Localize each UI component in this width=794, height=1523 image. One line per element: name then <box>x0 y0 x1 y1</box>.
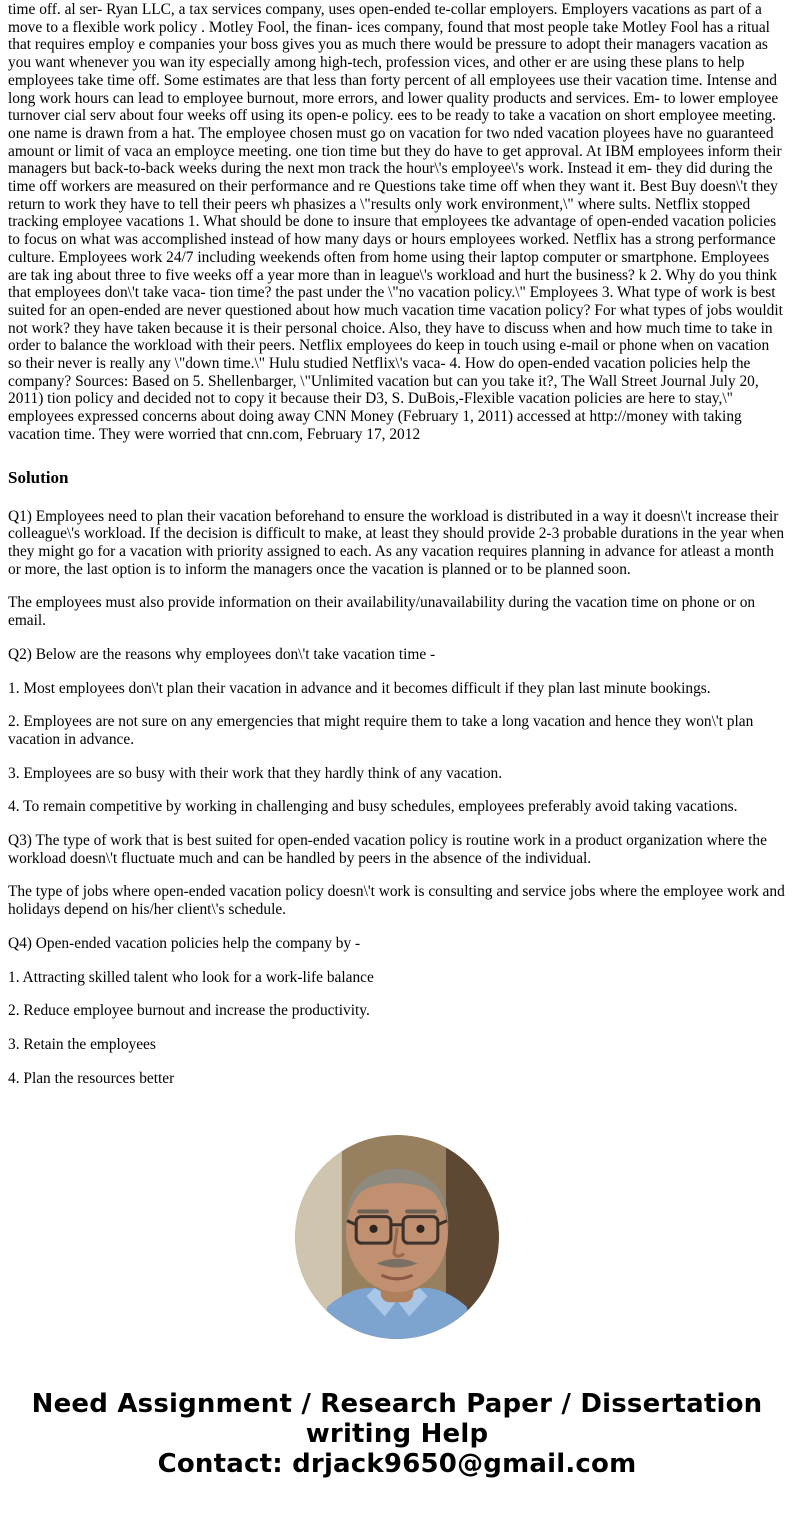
q2-reason-1: 1. Most employees don\'t plan their vacation in advance and it becomes difficult if they plan last minute bookings. <box>8 679 711 697</box>
person-photo-icon <box>295 1135 499 1339</box>
case-study-text: time off. al ser- Ryan LLC, a tax services company, uses open-ended te-collar employers. Employers vacations as part of a move to a flexible work policy . Motley Fool, the finan- ices company, found that most people take Motley Fool has a ritual that requires employ e companies your boss gives you as much there would be pressure to adopt their managers vacation as you want whenever you wan ity especially among high-tech, profession vices, and other er are using these plans to help employees take time off. Some estimates are that less than forty percent of all employees use their vacation time. Intense and long work hours can lead to employee burnout, more errors, and lower quality products and services. Em- to lower employee turnover cial serv about four weeks off using its open-e policy. ees to be ready to take a vacation on short employee meeting. one name is drawn from a hat. The employee chosen must go on vacation for two nded vacation ployees have no guaranteed amount or limit of vaca an employce meeting. one tion time but they do have to get approval. At IBM employees inform their managers but back-to-back weeks during the next mon track the hour\'s employee\'s work. Instead it em- they did during the time off workers are measured on their performance and re Questions take time off when they want it. Best Buy doesn\'t they return to work they have to tell their peers wh phasizes a \"results only work environment,\" where sults. Netflix stopped tracking employee vacations 1. What should be done to insure that employees tke advantage of open-ended vacation policies to focus on what was accomplished instead of how many days or hours employees worked. Netflix has a strong performance culture. Employees work 24/7 including weekends often from home using their laptop computer or smartphone. Employees are tak ing about three to five weeks off a year more than in league\'s workload and hurt the business? k 2. Why do you think that employees don\'t take vaca- tion time? the past under the \"no vacation policy.\" Employees 3. What type of work is best suited for an open-ended are never questioned about how much vacation time vacation policy? For what types of jobs wouldit not work? they have taken because it is their personal choice. Also, they have to discuss when and how much time to take in order to balance the workload with their peers. Netflix employees do keep in touch using e-mail or phone when on vacation so their never is really any \"down time.\" Hulu studied Netflix\'s vaca- 4. How do open-ended vacation policies help the company? Sources: Based on 5. Shellenbarger, \"Unlimited vacation but can you take it?, The Wall Street Journal July 20, 2011) tion policy and decided not to copy it because their D3, S. DuBois,-Flexible vacation policies are here to stay,\" employees expressed concerns about doing away CNN Money (February 1, 2011) accessed at http://money with taking vacation time. They were worried that cnn.com, February 17, 2012 <box>8 1 783 443</box>
solution-availability-note: The employees must also provide information on their availability/unavailability during the vacation time on phone or on email. <box>8 594 756 630</box>
footer-help-text: Need Assignment / Research Paper / Dissertation writing Help <box>31 1389 763 1450</box>
q4-benefit-2: 2. Reduce employee burnout and increase the productivity. <box>8 1002 370 1020</box>
q2-reason-3: 3. Employees are so busy with their work that they hardly think of any vacation. <box>8 764 503 782</box>
solution-heading: Solution <box>8 467 69 487</box>
solution-q4-intro: Q4) Open-ended vacation policies help the company by - <box>8 934 361 952</box>
q4-benefit-3: 3. Retain the employees <box>8 1035 156 1053</box>
q4-benefit-1: 1. Attracting skilled talent who look for a work-life balance <box>8 968 374 986</box>
solution-q1-paragraph: Q1) Employees need to plan their vacation beforehand to ensure the workload is distributed in a way it doesn\'t increase their colleague\'s workload. If the decision is difficult to make, at least they should provide 2-3 probable durations in the year when they might go for a vacation with priority assigned to each. As any vacation requires planning in advance for atleast a month or more, the last option is to inform the managers once the vacation is planned or to be planned soon. <box>8 507 785 578</box>
solution-q3-paragraph: Q3) The type of work that is best suited for open-ended vacation policy is routine work in a product organization where the workload doesn\'t fluctuate much and can be handled by peers in the absence of the individual. <box>8 832 767 867</box>
footer-banner <box>8 1389 786 1479</box>
solution-q2-intro: Q2) Below are the reasons why employees don\'t take vacation time - <box>8 645 436 663</box>
q2-reason-2: 2. Employees are not sure on any emergencies that might require them to take a long vacation and hence they won\'t plan vacation in advance. <box>8 713 754 748</box>
person-avatar <box>295 1135 499 1339</box>
q2-reason-4: 4. To remain competitive by working in challenging and busy schedules, employees preferably avoid taking vacations. <box>8 798 738 816</box>
avatar <box>8 1135 786 1339</box>
footer-contact: Contact: drjack9650@gmail.com <box>157 1449 637 1480</box>
q4-benefit-4: 4. Plan the resources better <box>8 1069 175 1087</box>
q3-jobs-note: The type of jobs where open-ended vacation policy doesn\'t work is consulting and service jobs where the employee work and holidays depend on his/her client\'s schedule. <box>8 883 785 919</box>
